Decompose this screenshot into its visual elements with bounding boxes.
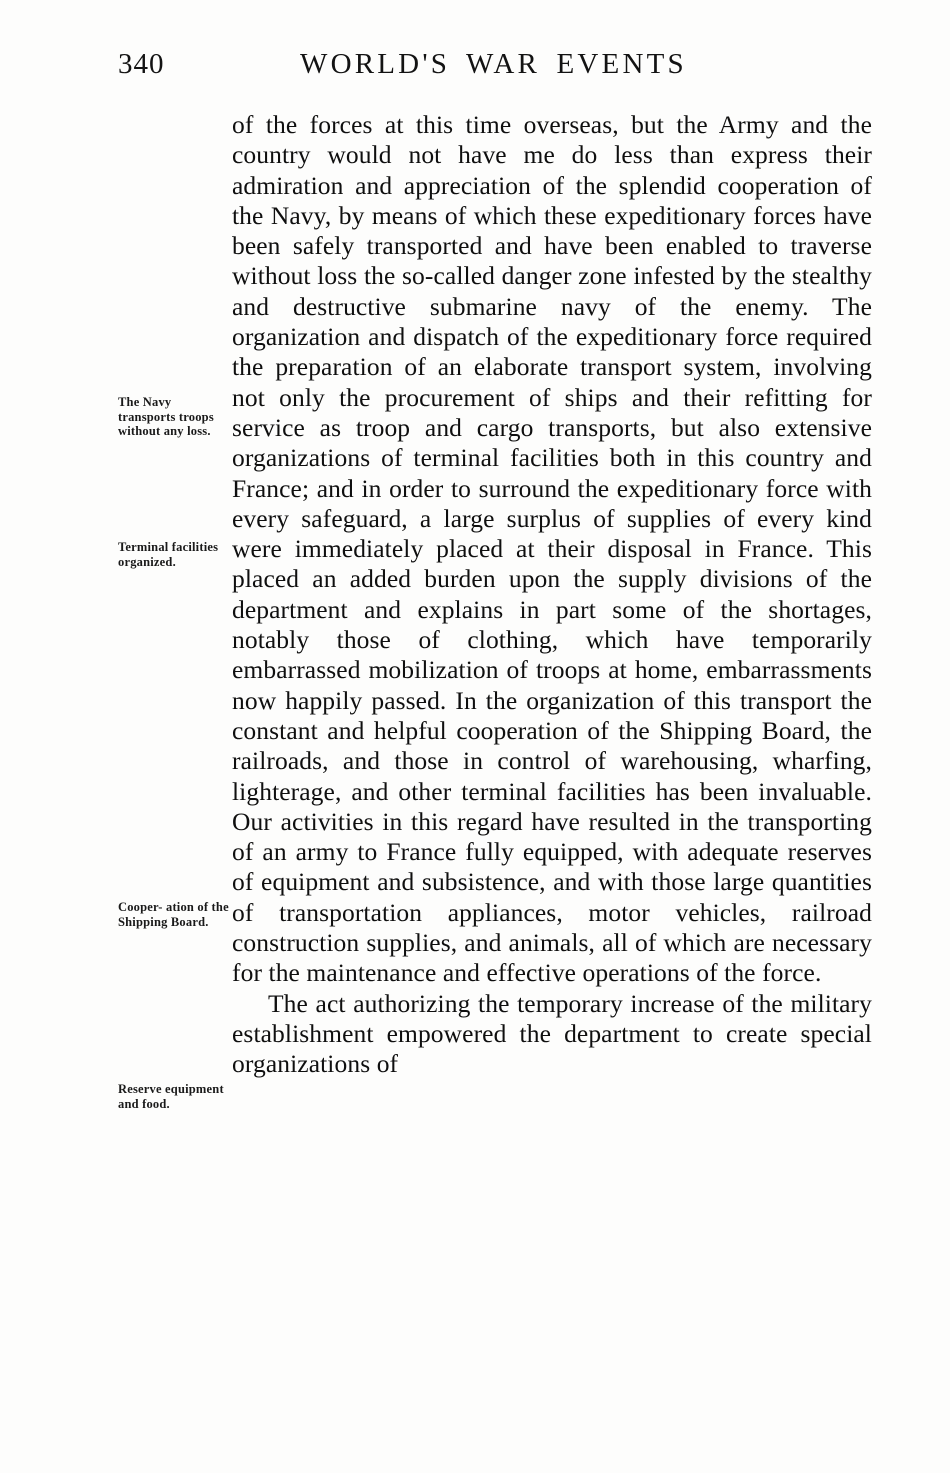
margin-note-reserve-equipment: Reserve equipment and food.	[118, 1082, 224, 1111]
paragraph-continuation: of the forces at this time overseas, but the Army and the country would not have me do less than express their admiration and appreciation of the splendid cooperation of the Navy, by means of which these expeditionary forces have been safely transported and have been enabled to traverse without loss the so-called danger zone infested by the stealthy and destructive submarine navy of the enemy. The organization and dispatch of the expeditionary force required the preparation of an elaborate transport system, involving not only the procurement of ships and their refitting for service as troop and cargo transports, but also extensive organizations of terminal facilities both in this country and France; and in order to surround the expeditionary force with every safeguard, a large surplus of supplies of every kind were immediately placed at their disposal in France. This placed an added burden upon the supply divisions of the department and explains in part some of the shortages, notably those of clothing, which have temporarily embarrassed mobilization of troops at home, embarrassments now happily passed. In the organization of this transport the constant and helpful cooperation of the Shipping Board, the railroads, and those in control of warehousing, wharfing, lighterage, and other terminal facilities has been invaluable. Our activities in this regard have resulted in the transporting of an army to France fully equipped, with adequate reserves of equipment and subsistence, and with those large quantities of transportation appliances, motor vehicles, railroad construction supplies, and animals, all of which are necessary for the maintenance and effective operations of the force.	[232, 110, 872, 988]
margin-note-terminal-facilities: Terminal facilities organized.	[118, 540, 219, 569]
margin-note-shipping-board: Cooper- ation of the Shipping Board.	[118, 900, 229, 929]
margin-note-navy-transports: The Navy transports troops without any loss.	[118, 395, 214, 438]
page-number: 340	[118, 48, 165, 80]
running-head	[0, 48, 950, 88]
body-text-column	[232, 110, 872, 1080]
paragraph-act-authorizing: The act authorizing the temporary increase of the military establishment empowered the department to create special organizations of	[232, 988, 872, 1079]
book-title: WORLD'S WAR EVENTS	[300, 48, 687, 80]
